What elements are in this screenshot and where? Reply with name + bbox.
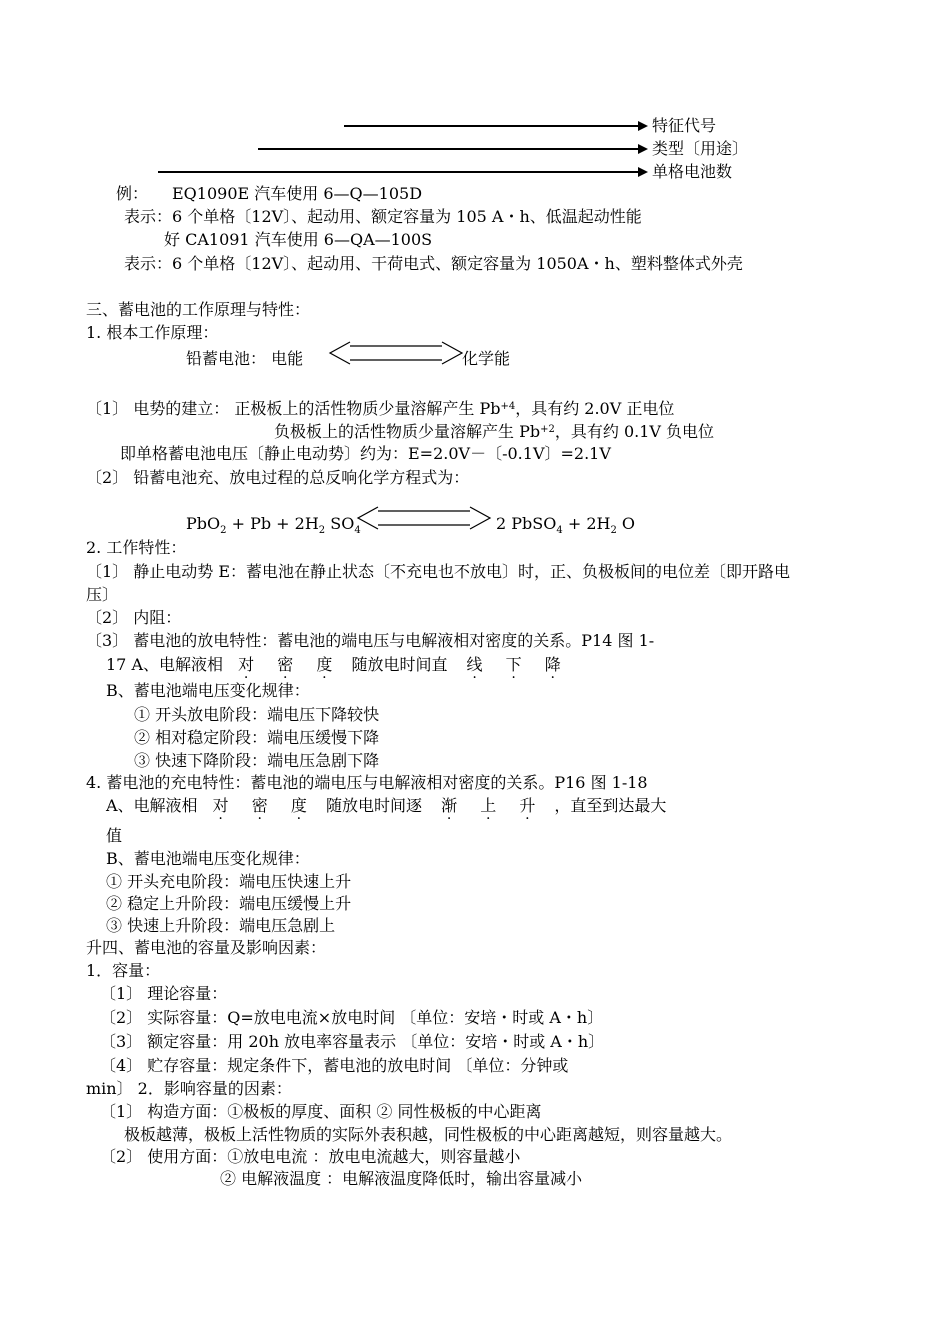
equation-rhs <box>496 512 635 542</box>
eq-subscript: 4 <box>556 525 563 536</box>
emphasis-char: 升 <box>519 796 536 815</box>
emf-positive <box>86 395 674 420</box>
eq-subscript: 4 <box>354 525 361 536</box>
example-1-code: EQ1090E 汽车使用 6—Q—105D <box>172 184 423 203</box>
label-type-use: 类型〔用途〕 <box>652 139 749 158</box>
capacity-rated: 〔3〕 额定容量：用 20h 放电率容量表示 〔单位：安培・时或 A・h〕 <box>100 1032 605 1051</box>
charge-a-text: A、电解液相 <box>106 796 198 815</box>
lead-battery-right: 化学能 <box>462 349 511 368</box>
emphasis-char: 对 <box>212 796 229 815</box>
factor-structure: 〔1〕 构造方面：①极板的厚度、面积 ② 同性极板的中心距离 <box>100 1102 542 1121</box>
example-2-desc: 表示：6 个单格〔12V〕、起动用、干荷电式、额定容量为 1050A・h、塑料整体式外壳 <box>124 254 743 273</box>
emphasis-char: 度 <box>316 655 333 674</box>
eq-part: + Pb + 2H <box>226 514 319 533</box>
eq-part: PbO <box>186 514 221 533</box>
discharge-b: B、蓄电池端电压变化规律： <box>106 681 310 700</box>
charge-superscript: +4 <box>500 401 516 412</box>
capacity-reserve: 〔4〕 贮存容量：规定条件下，蓄电池的放电时间 〔单位：分钟或 <box>100 1056 569 1075</box>
arrow-type-use <box>258 148 639 150</box>
emphasis-char: 降 <box>544 655 561 674</box>
eq-subscript: 2 <box>318 525 326 536</box>
charge-line-a <box>106 794 666 817</box>
arrow-head-icon <box>638 121 648 131</box>
charge-b: B、蓄电池端电压变化规律： <box>106 849 310 868</box>
eq-subscript: 2 <box>610 525 617 536</box>
section-3-title: 三、蓄电池的工作原理与特性： <box>86 300 311 319</box>
eq-part: SO <box>325 514 355 533</box>
emf-positive-tail: ，具有约 2.0V 正电位 <box>515 399 675 418</box>
label-feature-code: 特征代号 <box>652 116 717 135</box>
emphasis-char: 线 <box>466 655 483 674</box>
label-cell-count: 单格电池数 <box>652 162 733 181</box>
example-1-desc: 表示：6 个单格〔12V〕、起动用、额定容量为 105 A・h、低温起动性能 <box>124 207 642 226</box>
charge-a-tail: 值 <box>106 826 123 845</box>
equation-intro: 〔2〕 铅蓄电池充、放电过程的总反响化学方程式为： <box>86 468 470 487</box>
factor-structure-note: 极板越薄，极板上活性物质的实际外表积越，同性极板的中心距离越短，则容量越大。 <box>124 1125 733 1144</box>
equilibrium-arrow-icon <box>356 505 492 531</box>
arrow-feature-code <box>344 125 639 127</box>
charge-a-mid: 随放电时间逐 <box>325 796 422 815</box>
charge-superscript: +2 <box>540 424 555 435</box>
principle-title: 1. 根本工作原理： <box>86 323 219 342</box>
section-4-title: 升四、蓄电池的容量及影响因素： <box>86 938 327 957</box>
eq-part: 2 PbSO <box>496 514 557 533</box>
emf-positive-text: 〔1〕 电势的建立： 正极板上的活性物质少量溶解产生 Pb <box>86 399 501 418</box>
emf-total: 即单格蓄电池电压〔静止电动势〕约为：E=2.0V－〔-0.1V〕=2.1V <box>120 444 611 463</box>
discharge-line-2 <box>106 653 561 676</box>
emphasis-char: 密 <box>251 796 268 815</box>
arrow-head-icon <box>638 167 648 177</box>
eq-subscript: 2 <box>220 525 227 536</box>
discharge-line-1: 〔3〕 蓄电池的放电特性：蓄电池的端电压与电解液相对密度的关系。P14 图 1- <box>86 631 655 650</box>
eq-part: + 2H <box>562 514 611 533</box>
emf-negative <box>274 418 714 443</box>
capacity-reserve-tail: min〕 2．影响容量的因素： <box>86 1079 292 1098</box>
arrow-cell-count <box>158 171 639 173</box>
lead-battery-left: 铅蓄电池： 电能 <box>186 349 304 368</box>
emphasis-char: 对 <box>238 655 255 674</box>
capacity-actual: 〔2〕 实际容量：Q=放电电流×放电时间 〔单位：安培・时或 A・h〕 <box>100 1008 604 1027</box>
emphasis-char: 密 <box>277 655 294 674</box>
charge-stage-3: ③ 快速上升阶段：端电压急剧上 <box>106 916 336 935</box>
factor-usage: 〔2〕 使用方面：①放电电流 ：放电电流越大，则容量越小 <box>100 1147 521 1166</box>
charge-a-tail-text: ，直至到达最大 <box>554 796 667 815</box>
factor-usage-temp: ② 电解液温度 ：电解液温度降低时，输出容量减小 <box>220 1169 583 1188</box>
discharge-stage-3: ③ 快速下降阶段：端电压急剧下降 <box>134 751 380 770</box>
emphasis-char: 上 <box>480 796 497 815</box>
example-2-code: 好 CA1091 汽车使用 6—QA—100S <box>164 230 433 249</box>
discharge-stage-2: ② 相对稳定阶段：端电压缓慢下降 <box>134 728 380 747</box>
capacity-title: 1．容量： <box>86 961 161 980</box>
arrow-head-icon <box>638 144 648 154</box>
emf-negative-text: 负极板上的活性物质少量溶解产生 Pb <box>274 422 541 441</box>
capacity-theoretical: 〔1〕 理论容量： <box>100 984 228 1003</box>
emphasis-char: 度 <box>290 796 307 815</box>
discharge-stage-1: ① 开头放电阶段：端电压下降较快 <box>134 705 380 724</box>
double-arrow-icon <box>328 340 464 366</box>
internal-resistance: 〔2〕 内阻： <box>86 608 182 627</box>
eq-part: O <box>616 514 636 533</box>
discharge-a-mid: 随放电时间直 <box>351 655 448 674</box>
characteristics-title: 2. 工作特性： <box>86 538 187 557</box>
static-emf-line-1: 〔1〕 静止电动势 E：蓄电池在静止状态〔不充电也不放电〕时，正、负极板间的电位差〔即开路电 <box>86 562 791 581</box>
discharge-a-text: 17 A、电解液相 <box>106 655 224 674</box>
static-emf-line-2: 压〕 <box>86 585 119 604</box>
emphasis-char: 下 <box>505 655 522 674</box>
emf-negative-tail: ，具有约 0.1V 负电位 <box>554 422 715 441</box>
charge-stage-1: ① 开头充电阶段：端电压快速上升 <box>106 872 352 891</box>
equation-lhs <box>186 512 361 542</box>
emphasis-char: 渐 <box>441 796 458 815</box>
charge-line-1: 4. 蓄电池的充电特性：蓄电池的端电压与电解液相对密度的关系。P16 图 1-18 <box>86 773 648 792</box>
example-label: 例： <box>116 184 149 203</box>
charge-stage-2: ② 稳定上升阶段：端电压缓慢上升 <box>106 894 352 913</box>
